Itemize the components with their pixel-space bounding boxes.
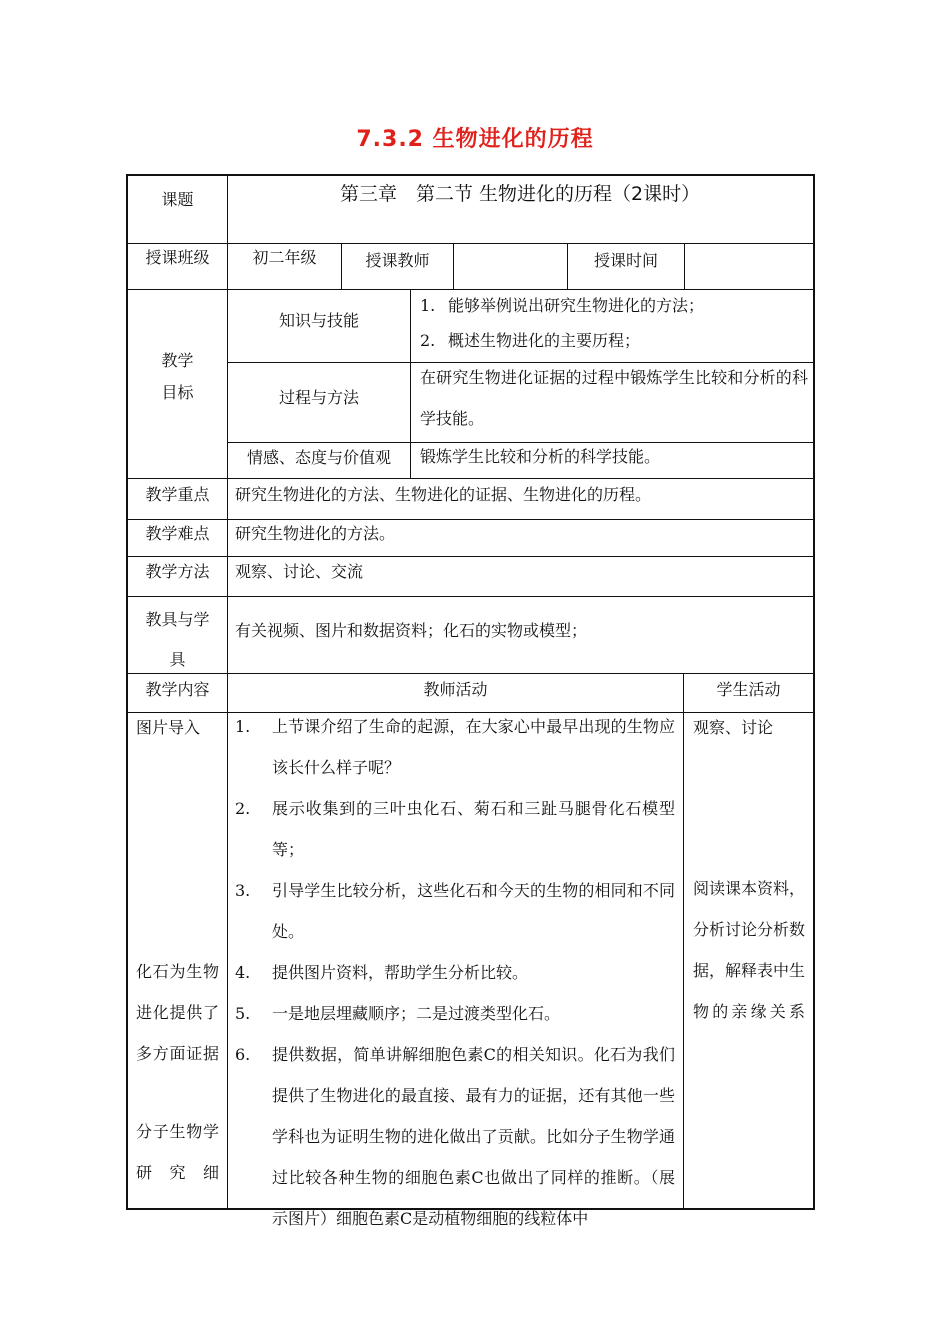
objectives-label-line2: 目标 — [161, 383, 194, 402]
teacher-item: 1. 上节课介绍了生命的起源，在大家心中最早出现的生物应该长什么样子呢？ — [235, 717, 675, 777]
content-col1-header: 教学内容 — [145, 680, 210, 699]
knowledge-item: 1. 能够举例说出研究生物进化的方法； — [420, 296, 705, 315]
time-label: 授课时间 — [593, 251, 658, 270]
teacher-item: 4. 提供图片资料，帮助学生分析比较。 — [235, 963, 529, 982]
objectives-label — [128, 351, 227, 403]
difficulties-label: 教学难点 — [145, 524, 210, 543]
teacher-item: 6. 提供数据，简单讲解细胞色素C的相关知识。化石为我们提供了生物进化的最直接、最有力的证据，还有其他一些学科也为证明生物的进化做出了贡献。比如分子生物学通过比较各种生物的细胞色素C也做出了同样的推断。（展示图片）细胞色素C是动植物细胞的线粒体中 — [235, 1045, 675, 1228]
content-col3-header: 学生活动 — [716, 680, 781, 699]
emotion-text: 锻炼学生比较和分析的科学技能。 — [420, 447, 661, 466]
knowledge-item: 2. 概述生物进化的主要历程； — [420, 331, 641, 350]
content-intro: 图片导入 — [136, 718, 201, 737]
page-title: 7.3.2 生物进化的历程 — [356, 127, 594, 152]
difficulties-text: 研究生物进化的方法。 — [235, 524, 396, 543]
topic-value: 第三章 第二节 生物进化的历程（2课时） — [340, 183, 701, 205]
process-text: 在研究生物进化证据的过程中锻炼学生比较和分析的科学技能。 — [420, 368, 808, 428]
teacher-item: 3. 引导学生比较分析，这些化石和今天的生物的相同和不同处。 — [235, 881, 675, 941]
methods-label: 教学方法 — [145, 562, 210, 581]
key-points-label: 教学重点 — [145, 485, 210, 504]
teacher-activities — [235, 706, 675, 1239]
tools-label: 教具与学具 — [145, 610, 210, 669]
teacher-item: 2. 展示收集到的三叶虫化石、菊石和三趾马腿骨化石模型等； — [235, 799, 675, 859]
key-points-text: 研究生物进化的方法、生物进化的证据、生物进化的历程。 — [235, 485, 652, 504]
student-activity-analyze: 阅读课本资料，分析讨论分析数据，解释表中生物的亲缘关系 — [693, 879, 806, 1021]
class-label: 授课班级 — [145, 248, 210, 267]
class-value: 初二年级 — [252, 248, 317, 267]
teacher-label: 授课教师 — [365, 251, 430, 270]
methods-text: 观察、讨论、交流 — [235, 562, 364, 581]
knowledge-list — [420, 288, 810, 358]
content-col2-header: 教师活动 — [423, 680, 488, 699]
knowledge-label: 知识与技能 — [278, 311, 359, 330]
process-label: 过程与方法 — [278, 388, 359, 407]
emotion-label: 情感、态度与价值观 — [246, 448, 391, 467]
objectives-label-line1: 教学 — [161, 351, 194, 370]
content-fossil-evidence: 化石为生物进化提供了多方面证据 — [136, 962, 219, 1063]
tools-text: 有关视频、图片和数据资料；化石的实物或模型； — [235, 621, 588, 640]
student-activity-observe: 观察、讨论 — [693, 718, 774, 737]
topic-label: 课题 — [161, 190, 194, 209]
teacher-item: 5. 一是地层埋藏顺序；二是过渡类型化石。 — [235, 1004, 561, 1023]
content-molecular-biology: 分子生物学研究细 — [136, 1122, 219, 1182]
